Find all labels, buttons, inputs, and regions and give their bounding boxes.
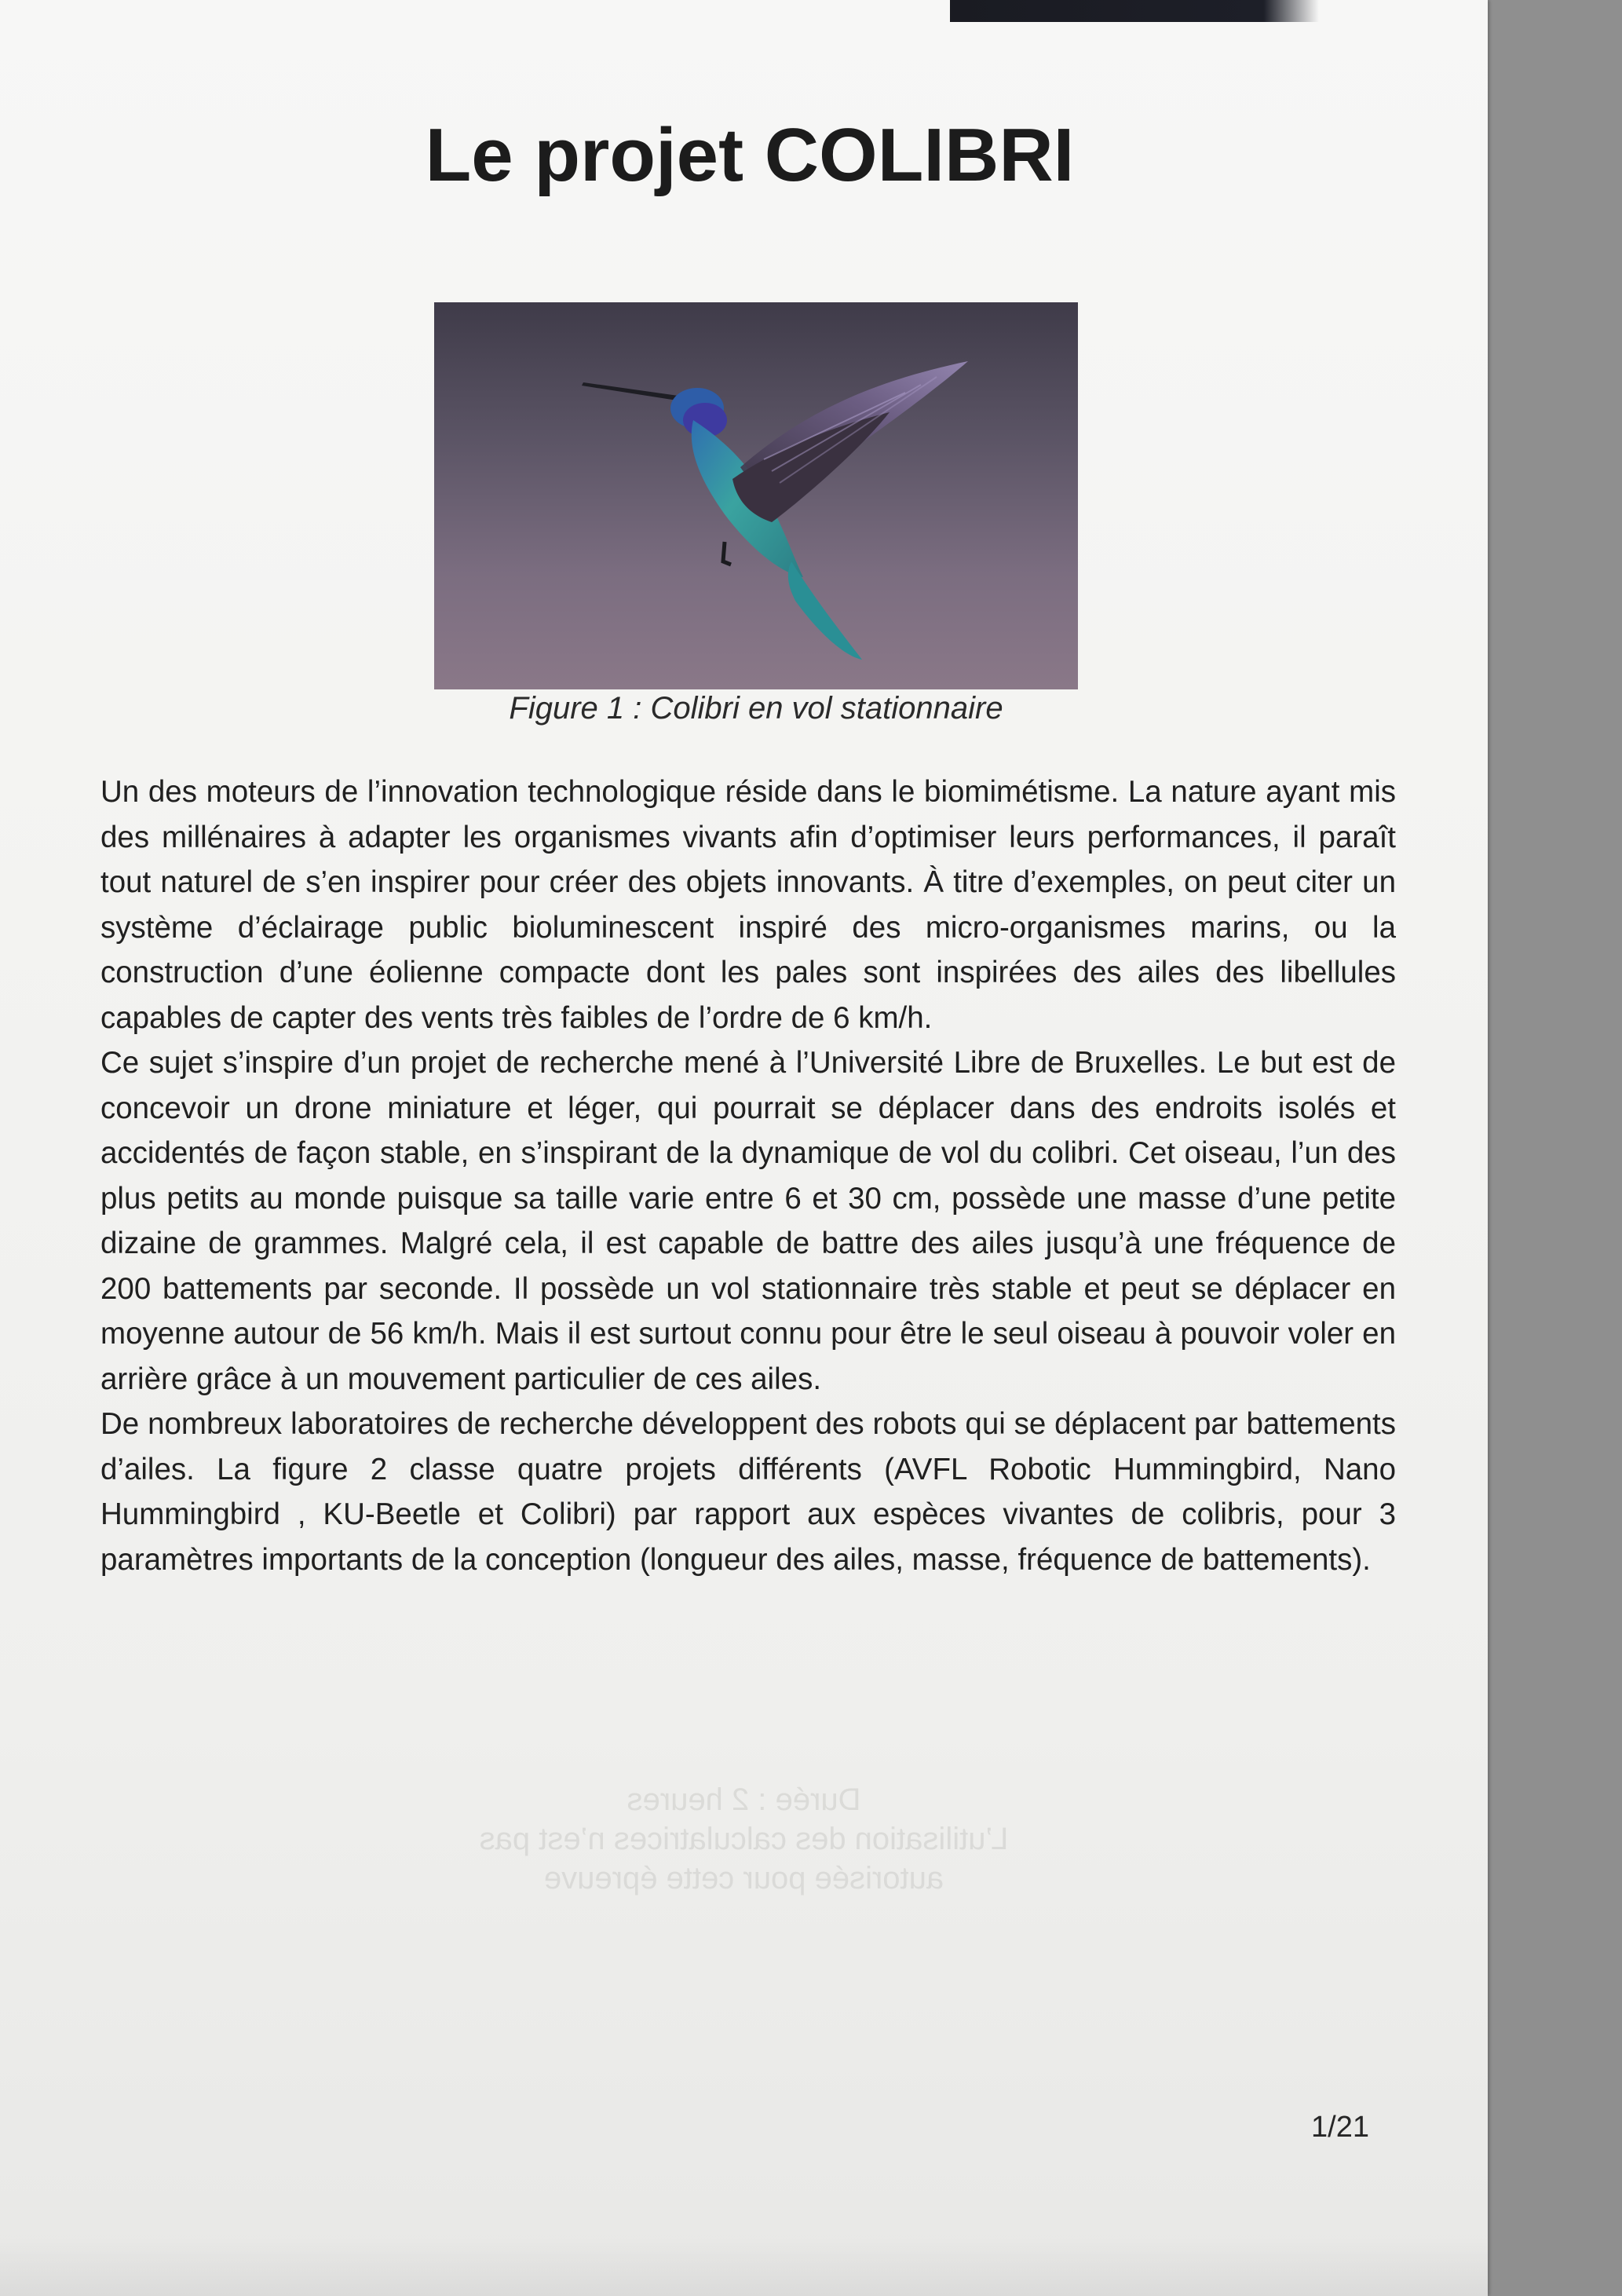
paragraph-project: Ce sujet s’inspire d’un projet de recherche mené à l’Université Libre de Bruxelles. Le but est de concevoir un drone miniature et léger, qui pourrait se déplacer dans des endroits isolés et accidentés de façon stable, en s’inspirant de la dynamique de vol du colibri. Cet oiseau, l’un des plus petits au monde puisque sa taille varie entre 6 et 30 cm, possède une masse d’une petite dizaine de grammes. Malgré cela, il est capable de battre des ailes jusqu’à une fréquence de 200 battements par seconde. Il possède un vol stationnaire très stable et peut se déplacer en moyenne autour de 56 km/h. Mais il est surtout connu pour être le seul oiseau à pouvoir voler en arrière grâce à un mouvement particulier de ces ailes.: [100, 1046, 1396, 1396]
show-through-text: autorisée pour cette épreuve: [543, 1861, 944, 1896]
show-through-text: Durée : 2 heures: [627, 1782, 861, 1817]
figure-caption: Figure 1 : Colibri en vol stationnaire: [509, 691, 1003, 726]
show-through-text: L’utilisation des calculatrices n’est pas: [479, 1822, 1009, 1856]
hummingbird-icon: [434, 302, 1078, 689]
paragraph-intro: Un des moteurs de l’innovation technologique réside dans le biomimétisme. La nature ayant mis des millénaires à adapter les organismes vivants afin d’optimiser leurs performances, il paraît tout naturel de s’en inspirer pour créer des objets innovants. À titre d’exemples, on peut citer un système d’éclairage public bioluminescent inspiré des micro-organismes marins, ou la construction d’une éolienne compacte dont les pales sont inspirées des ailes des libellules capables de capter des vents très faibles de l’ordre de 6 km/h.: [100, 775, 1396, 1035]
body-text: [100, 770, 1396, 1582]
bottom-edge-shadow: [0, 2238, 1488, 2296]
page-number: 1/21: [1311, 2111, 1369, 2144]
top-edge-shadow: [950, 0, 1319, 22]
page-title: Le projet COLIBRI: [425, 113, 1075, 197]
hummingbird-photo: [434, 302, 1078, 689]
paragraph-labs: De nombreux laboratoires de recherche développent des robots qui se déplacent par battements d’ailes. La figure 2 classe quatre projets différents (AVFL Robotic Hummingbird, Nano Hummingbird , KU-Beetle et Colibri) par rapport aux espèces vivantes de colibris, pour 3 paramètres importants de la conception (longueur des ailes, masse, fréquence de battements).: [100, 1407, 1396, 1577]
